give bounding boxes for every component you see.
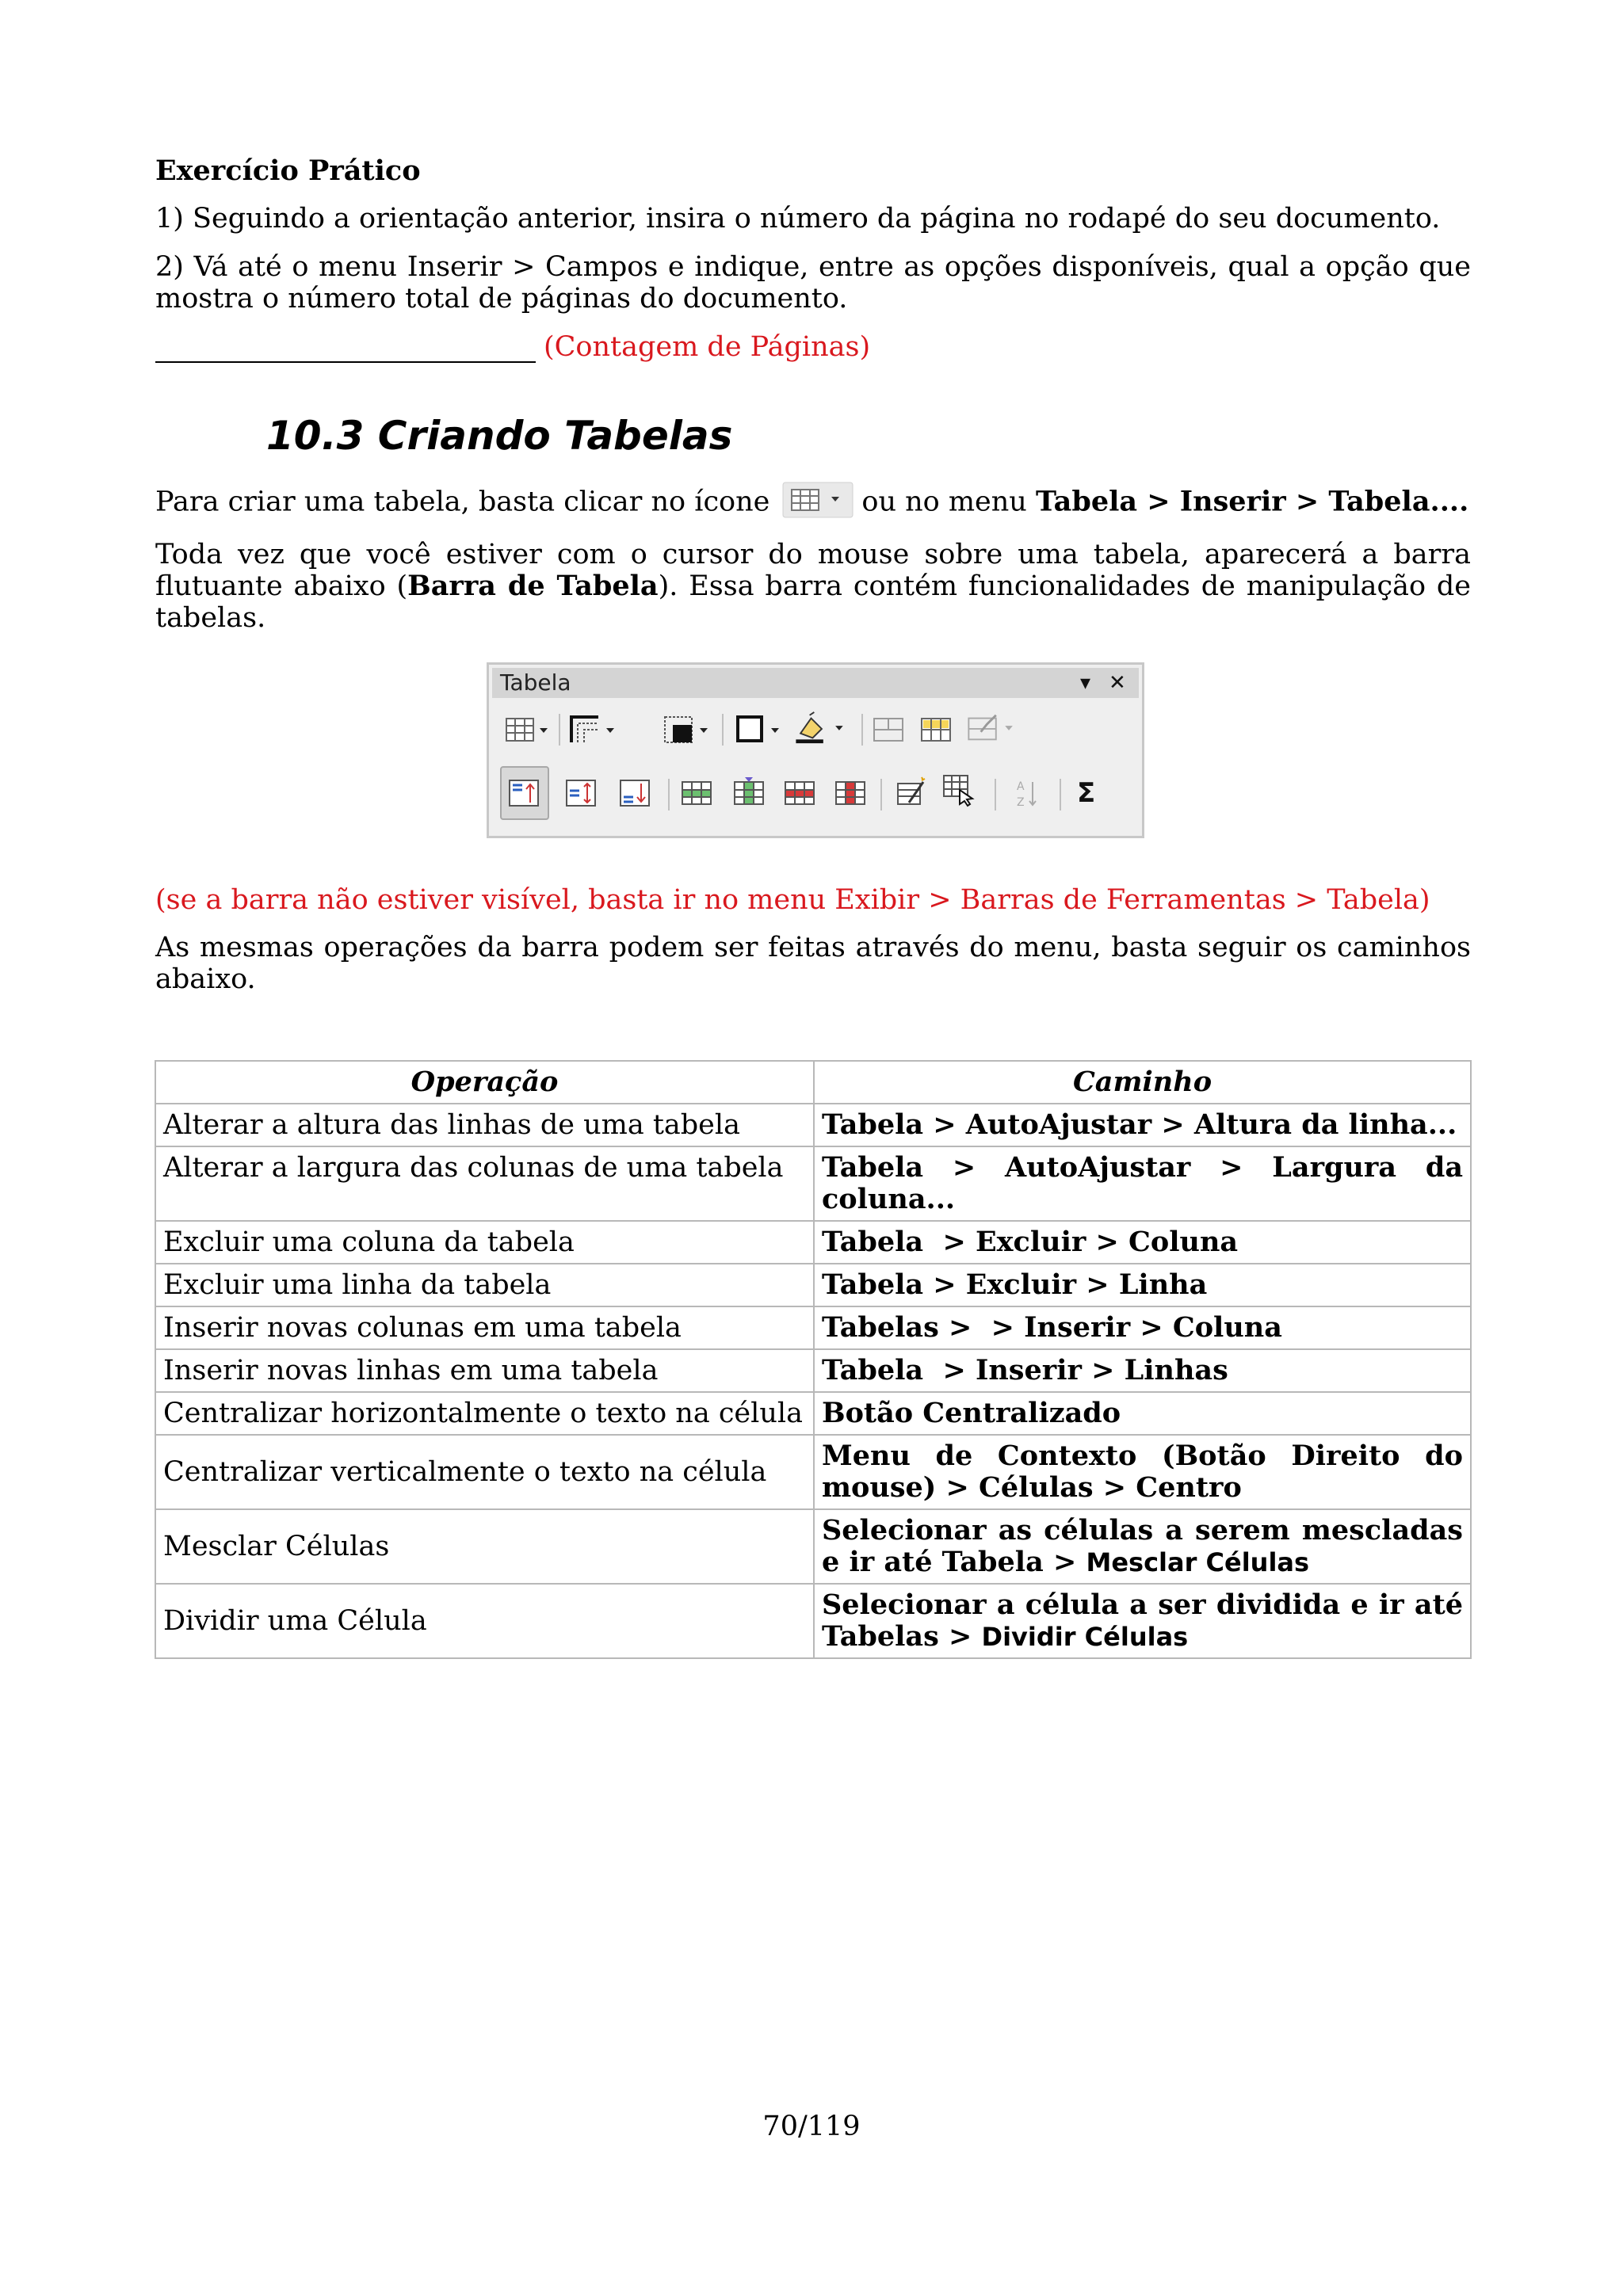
toolbar-separator: [995, 779, 996, 810]
toolbar-separator: [1060, 779, 1061, 810]
path-cell: Tabela > Inserir > Linhas: [814, 1349, 1471, 1392]
svg-text:A: A: [1017, 780, 1025, 793]
toolbar-separator: [722, 714, 724, 746]
path-cell: [814, 1509, 1471, 1584]
path-text: Selecionar as células a serem mescladas e ir até Tabela >: [822, 1514, 1463, 1578]
table-icon[interactable]: [503, 712, 551, 747]
split-cells-icon[interactable]: [918, 712, 953, 747]
table-toolbar: [487, 662, 1144, 838]
path-cell: [814, 1584, 1471, 1658]
exercise-item-1: 1) Seguindo a orientação anterior, insira o número da página no rodapé do seu documento.: [155, 203, 1441, 235]
insert-row-icon[interactable]: [679, 776, 714, 810]
toolbar-row-1: [492, 704, 1139, 760]
intro-menu-path: Tabela > Inserir > Tabela....: [1035, 485, 1469, 518]
page-number: 70/119: [762, 2111, 861, 2142]
toolbar-title: Tabela: [500, 669, 571, 696]
operations-table: [155, 1060, 1472, 1659]
operation-cell: Mesclar Células: [155, 1509, 814, 1584]
path-command: Mesclar Células: [1086, 1547, 1310, 1577]
exercise-title: Exercício Prático: [155, 154, 421, 187]
table-row: [155, 1392, 1471, 1435]
table-row: [155, 1349, 1471, 1392]
borders-icon[interactable]: [567, 712, 617, 747]
hover-paragraph: [155, 539, 1471, 634]
path-cell: Tabela > Excluir > Coluna: [814, 1221, 1471, 1264]
merge-cells-icon[interactable]: [871, 712, 906, 747]
toolbar-titlebar: [492, 668, 1139, 698]
autoformat-icon[interactable]: [893, 774, 928, 809]
delete-row-icon[interactable]: [782, 776, 817, 810]
answer-blank: [155, 336, 536, 363]
path-cell: Botão Centralizado: [814, 1392, 1471, 1435]
path-command: Dividir Células: [981, 1622, 1189, 1652]
menu-paragraph: As mesmas operações da barra podem ser feitas através do menu, basta seguir os caminhos abaixo.: [155, 932, 1471, 995]
table-header-row: [155, 1061, 1471, 1104]
delete-column-icon[interactable]: [833, 776, 868, 810]
header-operacao: Operação: [155, 1061, 814, 1104]
operation-cell: Inserir novas linhas em uma tabela: [155, 1349, 814, 1392]
section-heading: 10.3 Criando Tabelas: [266, 413, 733, 459]
path-cell: Menu de Contexto (Botão Direito do mouse) > Células > Centro: [814, 1435, 1471, 1509]
insert-column-icon[interactable]: [731, 776, 766, 810]
svg-text:Z: Z: [1017, 796, 1025, 809]
optimize-icon[interactable]: [964, 711, 1020, 746]
toolbar-visibility-tip: (se a barra não estiver visível, basta ir no menu Exibir > Barras de Ferramentas > Tabela): [155, 884, 1430, 916]
operation-cell: Alterar a altura das linhas de uma tabela: [155, 1104, 814, 1146]
operation-cell: Dividir uma Célula: [155, 1584, 814, 1658]
toolbar-separator: [861, 714, 863, 746]
exercise-item-2: 2) Vá até o menu Inserir > Campos e indique, entre as opções disponíveis, qual a opção que mostra o número total de páginas do documento.: [155, 251, 1471, 315]
align-top-icon[interactable]: [506, 776, 541, 810]
operation-cell: Alterar a largura das colunas de uma tabela: [155, 1146, 814, 1221]
operation-cell: Excluir uma linha da tabela: [155, 1264, 814, 1306]
operation-cell: Inserir novas colunas em uma tabela: [155, 1306, 814, 1349]
line-color-icon[interactable]: [733, 712, 784, 747]
answer-line: [155, 331, 1471, 363]
toolbar-row-2: [492, 766, 1139, 822]
align-center-icon[interactable]: [563, 776, 598, 810]
path-cell: Tabela > AutoAjustar > Altura da linha...: [814, 1104, 1471, 1146]
toolbar-menu-icon[interactable]: ▾: [1080, 671, 1091, 695]
path-cell: Tabela > AutoAjustar > Largura da coluna...: [814, 1146, 1471, 1221]
insert-table-icon: [782, 482, 854, 518]
path-cell: Tabelas > > Inserir > Coluna: [814, 1306, 1471, 1349]
toolbar-close-icon[interactable]: ✕: [1109, 671, 1126, 695]
table-row: [155, 1584, 1471, 1658]
toolbar-separator: [668, 779, 670, 810]
background-color-icon[interactable]: [790, 711, 850, 746]
operation-cell: Excluir uma coluna da tabela: [155, 1221, 814, 1264]
table-properties-icon[interactable]: [941, 772, 976, 807]
table-row: [155, 1509, 1471, 1584]
intro-paragraph: [155, 485, 1471, 521]
table-row: [155, 1146, 1471, 1221]
operation-cell: Centralizar horizontalmente o texto na célula: [155, 1392, 814, 1435]
table-row: [155, 1104, 1471, 1146]
toolbar-separator: [880, 779, 882, 810]
path-cell: Tabela > Excluir > Linha: [814, 1264, 1471, 1306]
intro-text: Para criar uma tabela, basta clicar no ícone: [155, 486, 770, 518]
table-row: [155, 1264, 1471, 1306]
operation-cell: Centralizar verticalmente o texto na célula: [155, 1435, 814, 1509]
hover-text-before: Toda vez que você estiver com o cursor do mouse sobre uma tabela, aparecerá a barra flutuante abaixo (: [155, 539, 1471, 602]
toolbar-separator: [559, 714, 560, 746]
border-style-icon[interactable]: [662, 712, 712, 747]
table-row: [155, 1306, 1471, 1349]
intro-middle: ou no menu: [861, 486, 1027, 518]
table-row: [155, 1221, 1471, 1264]
path-text: Selecionar a célula a ser dividida e ir até Tabelas >: [822, 1589, 1463, 1653]
barra-de-tabela-label: Barra de Tabela: [407, 570, 659, 602]
sum-icon[interactable]: Σ: [1077, 777, 1096, 809]
hover-text-after: ). Essa barra contém funcionalidades de manipulação de tabelas.: [155, 570, 1471, 634]
answer-text: (Contagem de Páginas): [544, 331, 871, 363]
sort-icon[interactable]: [1010, 776, 1045, 810]
table-row: [155, 1435, 1471, 1509]
header-caminho: Caminho: [814, 1061, 1471, 1104]
align-bottom-icon[interactable]: [617, 776, 652, 810]
